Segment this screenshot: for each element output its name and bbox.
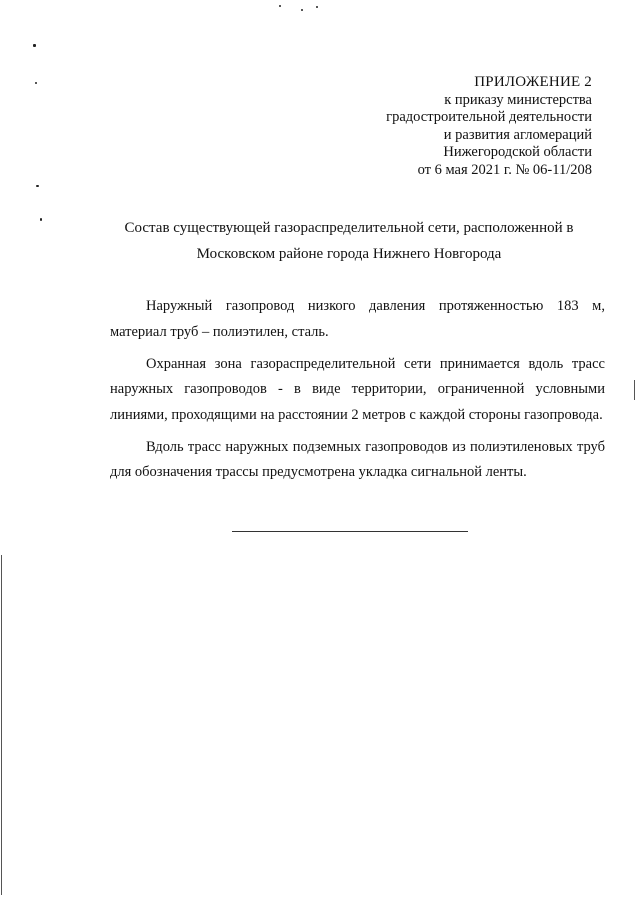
appendix-line: Нижегородской области bbox=[443, 144, 592, 161]
scan-speck bbox=[316, 6, 318, 8]
appendix-line: к приказу министерства bbox=[444, 91, 592, 108]
appendix-line: градостроительной деятельности bbox=[386, 109, 592, 126]
document-title-line: Московском районе города Нижнего Новгорода bbox=[196, 246, 502, 262]
scan-margin-line bbox=[634, 380, 635, 400]
appendix-title: ПРИЛОЖЕНИЕ 2 bbox=[474, 74, 592, 90]
scan-speck bbox=[40, 218, 42, 221]
appendix-line: и развития агломераций bbox=[443, 126, 592, 143]
scan-speck bbox=[279, 5, 281, 7]
document-title-line: Состав существующей газораспределительной сети, расположенной в bbox=[124, 220, 574, 236]
scan-speck bbox=[35, 82, 37, 84]
scan-margin-line bbox=[1, 555, 2, 895]
document-title bbox=[96, 215, 602, 267]
scan-speck bbox=[36, 185, 39, 187]
scan-speck bbox=[33, 44, 36, 47]
closing-separator-line bbox=[232, 531, 468, 532]
body-paragraph: Охранная зона газораспределительной сети принимается вдоль трасс наружных газопроводов - в виде территории, ограниченной условными линиями, проходящими на расстоянии 2 метров с каждой стороны газопровода. bbox=[110, 355, 605, 423]
appendix-date-number: от 6 мая 2021 г. № 06-11/208 bbox=[417, 161, 592, 178]
scan-speck bbox=[301, 9, 303, 11]
appendix-header bbox=[386, 74, 592, 180]
body-paragraph: Вдоль трасс наружных подземных газопроводов из полиэтиленовых труб для обозначения трассы предусмотрена укладка сигнальной ленты. bbox=[110, 438, 605, 480]
body-paragraph: Наружный газопровод низкого давления протяженностью 183 м, материал труб – полиэтилен, сталь. bbox=[110, 298, 605, 340]
document-body bbox=[110, 294, 605, 492]
